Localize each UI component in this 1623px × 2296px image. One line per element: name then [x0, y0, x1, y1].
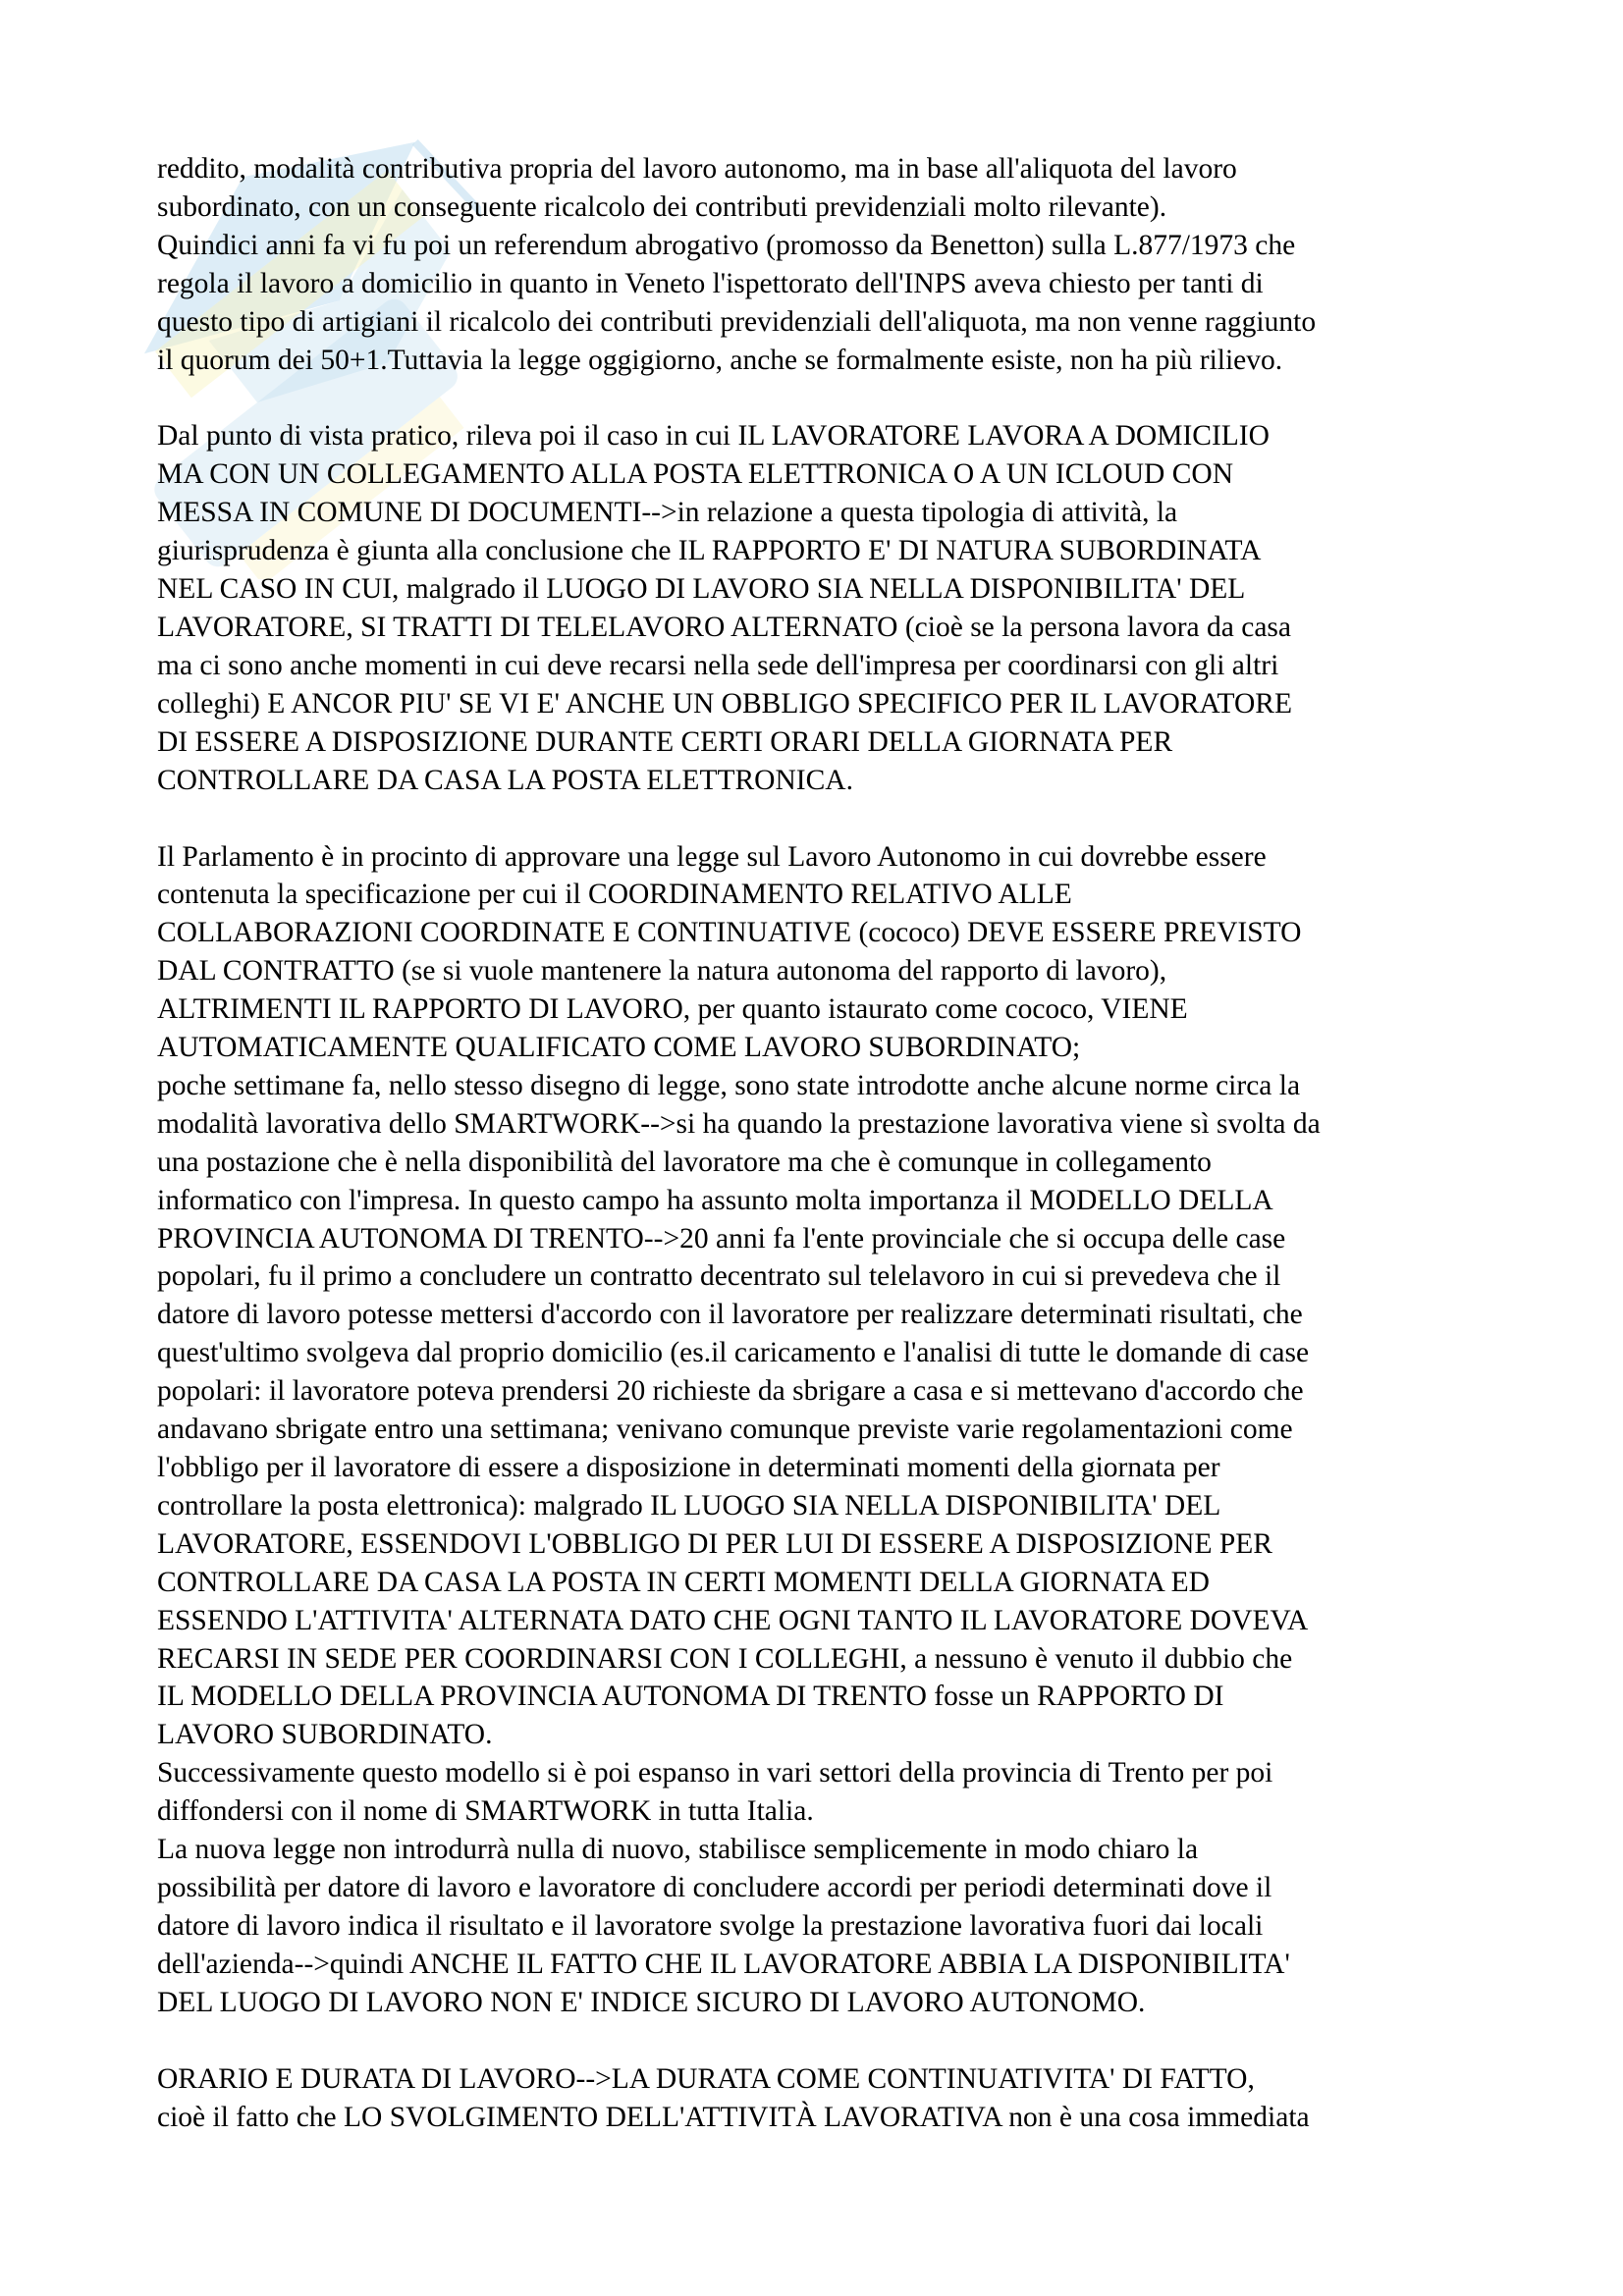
- text-line: DEL LUOGO DI LAVORO NON E' INDICE SICURO DI LAVORO AUTONOMO.: [157, 1986, 1146, 2018]
- text-line: andavano sbrigate entro una settimana; venivano comunque previste varie regolamentazioni come: [157, 1414, 1293, 1446]
- text-line: possibilità per datore di lavoro e lavoratore di concludere accordi per periodi determinati dove il: [157, 1871, 1272, 1903]
- text-line: Il Parlamento è in procinto di approvare una legge sul Lavoro Autonomo in cui dovrebbe essere: [157, 840, 1267, 873]
- text-line: popolari, fu il primo a concludere un contratto decentrato sul telelavoro in cui si prevedeva che il: [157, 1260, 1281, 1293]
- text-line: dell'azienda-->quindi ANCHE IL FATTO CHE IL LAVORATORE ABBIA LA DISPONIBILITA': [157, 1948, 1290, 1980]
- text-line: contenuta la specificazione per cui il COORDINAMENTO RELATIVO ALLE: [157, 879, 1072, 911]
- text-line: colleghi) E ANCOR PIU' SE VI E' ANCHE UN OBBLIGO SPECIFICO PER IL LAVORATORE: [157, 687, 1293, 720]
- paragraph-gap: [157, 2022, 1492, 2060]
- text-line: Successivamente questo modello si è poi espanso in vari settori della provincia di Trento per poi: [157, 1757, 1273, 1789]
- text-line: controllare la posta elettronica): malgrado IL LUOGO SIA NELLA DISPONIBILITA' DEL: [157, 1489, 1221, 1522]
- text-line: cioè il fatto che LO SVOLGIMENTO DELL'ATTIVITÀ LAVORATIVA non è una cosa immediata: [157, 2101, 1310, 2133]
- text-line: DI ESSERE A DISPOSIZIONE DURANTE CERTI ORARI DELLA GIORNATA PER: [157, 725, 1173, 758]
- text-line: l'obbligo per il lavoratore di essere a disposizione in determinati momenti della giornata per: [157, 1452, 1220, 1483]
- text-line: NEL CASO IN CUI, malgrado il LUOGO DI LAVORO SIA NELLA DISPONIBILITA' DEL: [157, 573, 1246, 606]
- text-line: LAVORATORE, ESSENDOVI L'OBBLIGO DI PER LUI DI ESSERE A DISPOSIZIONE PER: [157, 1527, 1272, 1560]
- text-line: LAVORO SUBORDINATO.: [157, 1719, 493, 1751]
- text-line: modalità lavorativa dello SMARTWORK-->si ha quando la prestazione lavorativa viene sì svolta da: [157, 1107, 1321, 1140]
- text-line: Quindici anni fa vi fu poi un referendum abrogativo (promosso da Benetton) sulla L.877/1973 che: [157, 229, 1296, 261]
- text-line: informatico con l'impresa. In questo campo ha assunto molta importanza il MODELLO DELLA: [157, 1184, 1273, 1216]
- text-line: regola il lavoro a domicilio in quanto in Veneto l'ispettorato dell'INPS aveva chiesto per tanti di: [157, 267, 1264, 299]
- text-line: diffondersi con il nome di SMARTWORK in tutta Italia.: [157, 1795, 814, 1828]
- paragraph: [157, 150, 1492, 379]
- text-line: reddito, modalità contributiva propria del lavoro autonomo, ma in base all'aliquota del lavoro: [157, 153, 1237, 185]
- text-line: quest'ultimo svolgeva dal proprio domicilio (es.il caricamento e l'analisi di tutte le domande di case: [157, 1337, 1310, 1369]
- text-line: CONTROLLARE DA CASA LA POSTA IN CERTI MOMENTI DELLA GIORNATA ED: [157, 1566, 1210, 1598]
- document-body: [157, 150, 1492, 2136]
- text-line: La nuova legge non introdurrà nulla di nuovo, stabilisce semplicemente in modo chiaro la: [157, 1834, 1199, 1866]
- text-line: datore di lavoro indica il risultato e il lavoratore svolge la prestazione lavorativa fuori dai locali: [157, 1909, 1264, 1942]
- text-line: DAL CONTRATTO (se si vuole mantenere la natura autonoma del rapporto di lavoro),: [157, 955, 1167, 988]
- text-line: giurisprudenza è giunta alla conclusione che IL RAPPORTO E' DI NATURA SUBORDINATA: [157, 535, 1262, 567]
- text-line: COLLABORAZIONI COORDINATE E CONTINUATIVE (cococo) DEVE ESSERE PREVISTO: [157, 917, 1302, 949]
- text-line: una postazione che è nella disponibilità del lavoratore ma che è comunque in collegamento: [157, 1146, 1212, 1178]
- text-line: ORARIO E DURATA DI LAVORO-->LA DURATA COME CONTINUATIVITA' DI FATTO,: [157, 2062, 1255, 2095]
- text-line: questo tipo di artigiani il ricalcolo dei contributi previdenziali dell'aliquota, ma non venne raggiunto: [157, 305, 1317, 338]
- paragraph-gap: [157, 800, 1492, 838]
- text-line: IL MODELLO DELLA PROVINCIA AUTONOMA DI TRENTO fosse un RAPPORTO DI: [157, 1681, 1224, 1713]
- text-line: LAVORATORE, SI TRATTI DI TELELAVORO ALTERNATO (cioè se la persona lavora da casa: [157, 611, 1291, 643]
- paragraph: [157, 838, 1492, 2022]
- text-line: poche settimane fa, nello stesso disegno di legge, sono state introdotte anche alcune norme circa la: [157, 1069, 1301, 1101]
- text-line: ma ci sono anche momenti in cui deve recarsi nella sede dell'impresa per coordinarsi con gli altri: [157, 649, 1279, 681]
- text-line: CONTROLLARE DA CASA LA POSTA ELETTRONICA.: [157, 764, 853, 796]
- text-line: PROVINCIA AUTONOMA DI TRENTO-->20 anni fa l'ente provinciale che si occupa delle case: [157, 1222, 1286, 1255]
- text-line: popolari: il lavoratore poteva prendersi 20 richieste da sbrigare a casa e si mettevano d'accordo che: [157, 1375, 1304, 1408]
- text-line: subordinato, con un conseguente ricalcolo dei contributi previdenziali molto rilevante).: [157, 190, 1167, 223]
- text-line: il quorum dei 50+1.Tuttavia la legge oggigiorno, anche se formalmente esiste, non ha più rilievo.: [157, 344, 1283, 376]
- text-line: RECARSI IN SEDE PER COORDINARSI CON I COLLEGHI, a nessuno è venuto il dubbio che: [157, 1642, 1293, 1675]
- text-line: ALTRIMENTI IL RAPPORTO DI LAVORO, per quanto istaurato come cococo, VIENE: [157, 993, 1188, 1026]
- text-line: MA CON UN COLLEGAMENTO ALLA POSTA ELETTRONICA O A UN ICLOUD CON: [157, 458, 1233, 491]
- paragraph-gap: [157, 379, 1492, 417]
- text-line: MESSA IN COMUNE DI DOCUMENTI-->in relazione a questa tipologia di attività, la: [157, 497, 1178, 529]
- paragraph: [157, 2060, 1492, 2137]
- paragraph: [157, 417, 1492, 799]
- text-line: Dal punto di vista pratico, rileva poi il caso in cui IL LAVORATORE LAVORA A DOMICILIO: [157, 420, 1270, 453]
- text-line: datore di lavoro potesse mettersi d'accordo con il lavoratore per realizzare determinati risultati, che: [157, 1299, 1303, 1331]
- text-line: AUTOMATICAMENTE QUALIFICATO COME LAVORO SUBORDINATO;: [157, 1032, 1081, 1064]
- text-line: ESSENDO L'ATTIVITA' ALTERNATA DATO CHE OGNI TANTO IL LAVORATORE DOVEVA: [157, 1604, 1309, 1636]
